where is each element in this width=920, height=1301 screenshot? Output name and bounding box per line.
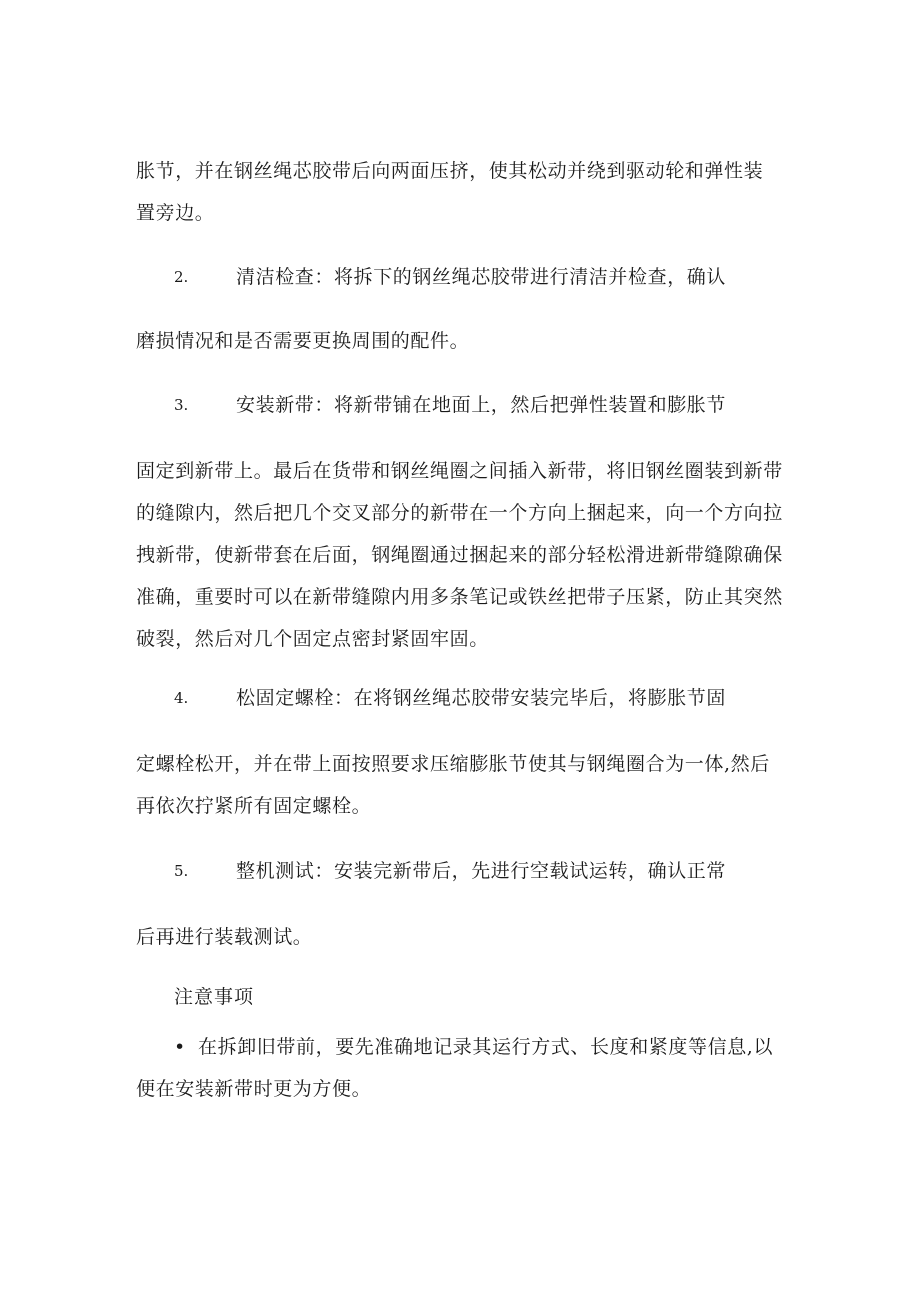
step-4-body: 定螺栓松开，并在带上面按照要求压缩膨胀节使其与钢绳圈合为一体,然后再依次拧紧所有固定螺栓。 xyxy=(136,753,770,817)
step-2-number: 2. xyxy=(174,268,189,286)
notes-heading: 注意事项 xyxy=(174,986,255,1008)
notes-item-1: 在拆卸旧带前，要先准确地记录其运行方式、长度和紧度等信息,以便在安装新带时更为方便。 xyxy=(136,1036,774,1100)
step-5-body: 后再进行装载测试。 xyxy=(136,926,313,948)
step-4-number: 4. xyxy=(174,689,189,707)
step-2-body: 磨损情况和是否需要更换周围的配件。 xyxy=(136,330,470,352)
step-5-title: 整机测试：安装完新带后，先进行空载试运转，确认正常 xyxy=(236,860,727,882)
step-2-title: 清洁检查：将拆下的钢丝绳芯胶带进行清洁并检查，确认 xyxy=(236,266,727,288)
step-3-body: 固定到新带上。最后在货带和钢丝绳圈之间插入新带，将旧钢丝圈装到新带的缝隙内，然后把几个交叉部分的新带在一个方向上捆起来，向一个方向拉拽新带，使新带套在后面，钢绳圈通过捆起来的部分轻松滑进新带缝隙确保准确，重要时可以在新带缝隙内用多条笔记或铁丝把带子压紧，防止其突然破裂，然后对几个固定点密封紧固牢固。 xyxy=(136,460,783,650)
step-5-number: 5. xyxy=(174,862,189,880)
step-4-title: 松固定螺栓：在将钢丝绳芯胶带安装完毕后，将膨胀节固 xyxy=(236,687,727,709)
step-3-title: 安装新带：将新带铺在地面上，然后把弹性装置和膨胀节 xyxy=(236,394,727,416)
intro-line-2: 置旁边。 xyxy=(136,202,215,224)
intro-line-1: 胀节，并在钢丝绳芯胶带后向两面压挤，使其松动并绕到驱动轮和弹性装 xyxy=(136,160,764,182)
bullet-dot-icon: • xyxy=(174,1036,186,1058)
step-3-number: 3. xyxy=(174,396,189,414)
